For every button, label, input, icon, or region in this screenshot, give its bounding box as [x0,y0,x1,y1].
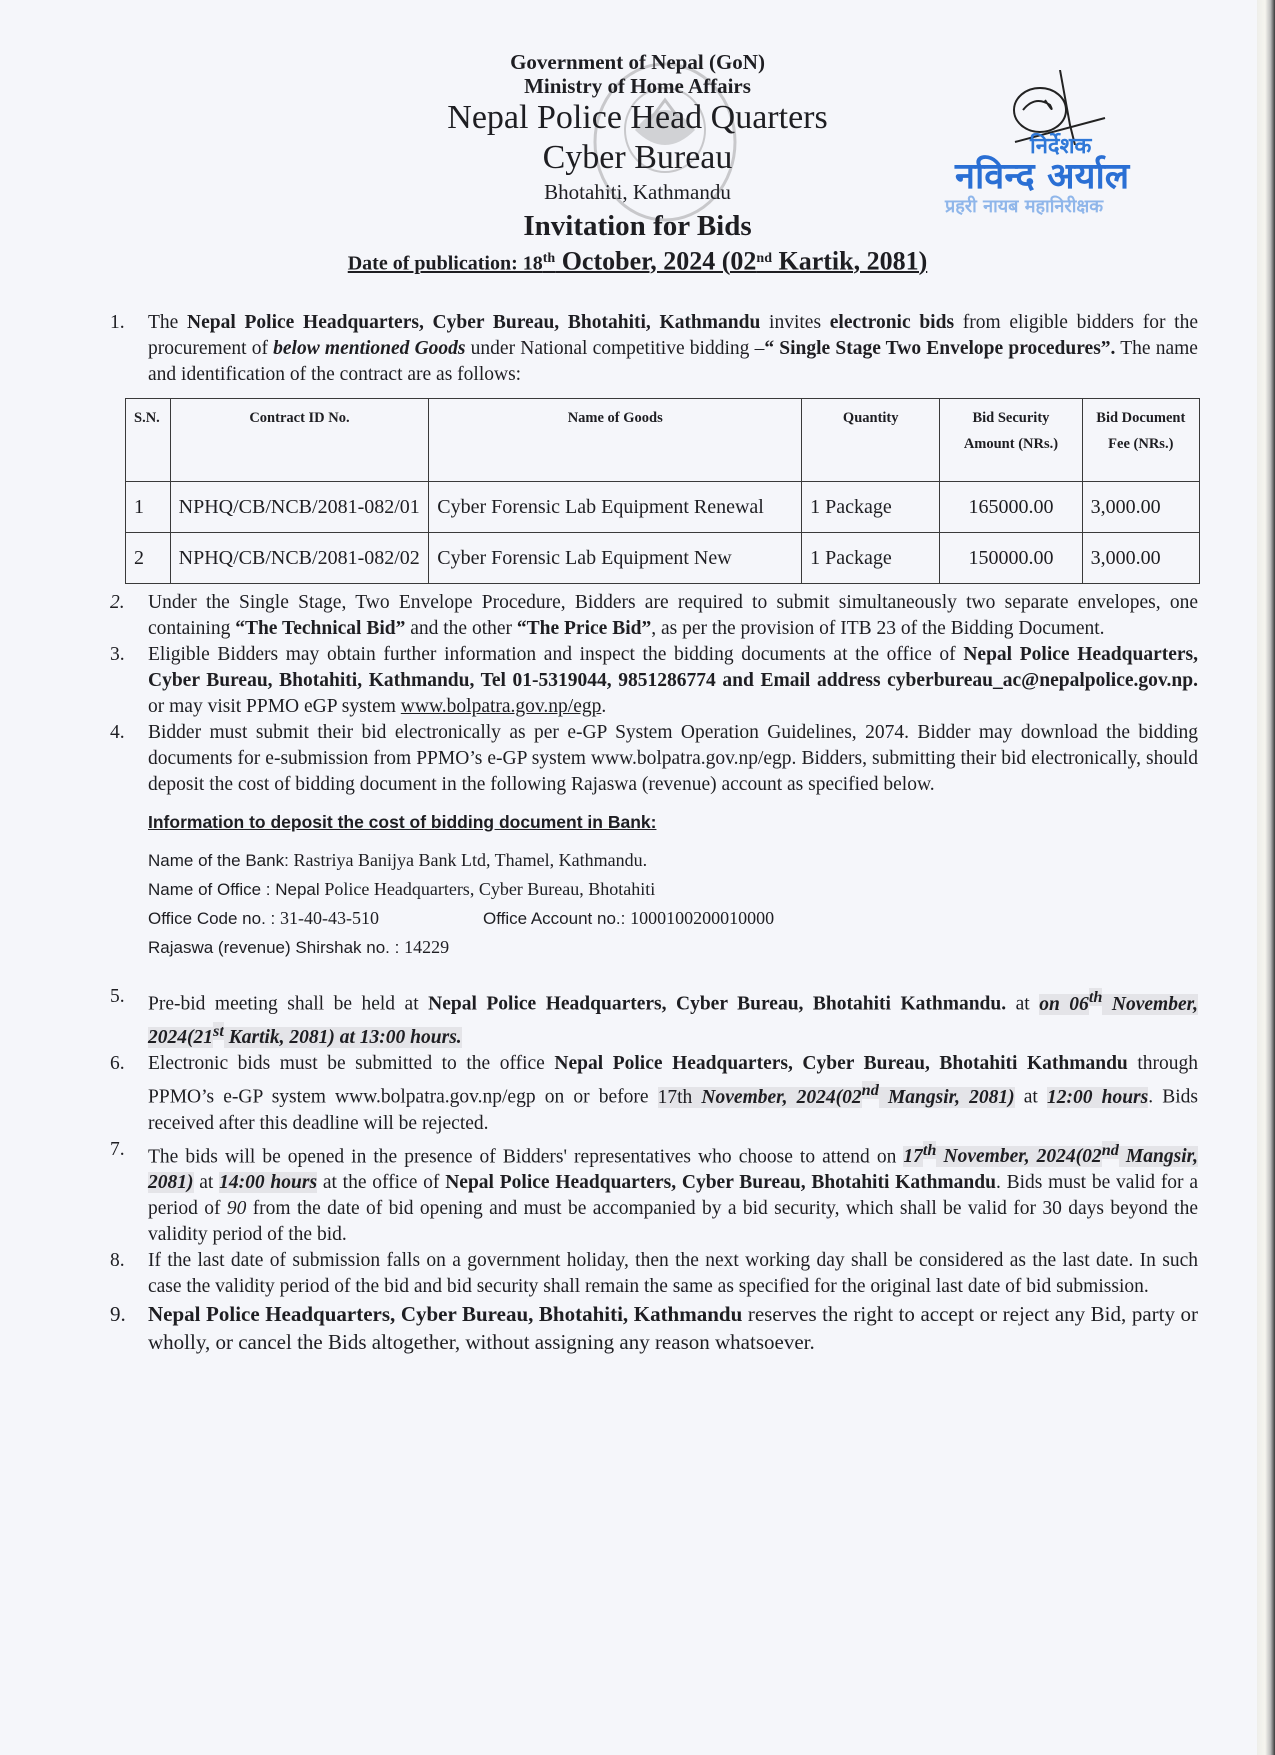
clause-number: 6. [110,1053,125,1074]
header-bid-security: Bid Security Amount (NRs.) [940,399,1082,482]
text: reserves the right to accept or reject any Bid, party or wholly, or cancel the Bids altogether, without assigning any reason whatsoever. [148,1302,1199,1354]
header-contract-id: Contract ID No. [170,399,429,482]
contracts-table [125,398,1200,584]
text-highlight: Mangsir, 2081) [878,1086,1015,1108]
date-prefix: Date of publication: 18 [347,252,543,275]
text: Eligible Bidders may obtain further information and inspect the bidding documents at the office of [148,644,964,665]
clause-number: 3. [110,644,125,665]
cell-contract-id: NPHQ/CB/NCB/2081-082/02 [170,533,429,584]
text: Pre-bid meeting shall be held at [148,993,429,1015]
clause-6 [108,1051,1198,1137]
cell-contract-id: NPHQ/CB/NCB/2081-082/01 [170,482,429,533]
text: . Bids must be valid for a period of [148,1172,1198,1219]
header-goods-name: Name of Goods [429,399,802,482]
shirshak-row [148,933,1198,962]
clause-9 [108,1300,1198,1356]
stamp-rank: प्रहरी नायब महानिरीक्षक [945,196,1104,217]
text-bold: Nepal Police Headquarters, Cyber Bureau, Bhotahiti, Kathmandu [187,312,761,333]
clause-4 [108,720,1198,798]
cell-bid-security: 165000.00 [940,482,1082,533]
text-sup: nd [1101,1140,1119,1159]
clause-number: 7. [110,1138,125,1160]
document-title: Invitation for Bids [523,210,752,242]
egp-link[interactable]: www.bolpatra.gov.np/egp [400,696,602,717]
text-sup: nd [861,1081,879,1099]
cell-goods-name: Cyber Forensic Lab Equipment New [429,533,802,584]
text-bold-italic: below mentioned Goods [273,338,466,359]
label: Office Account no.: [482,909,631,928]
clause-1 [108,310,1198,388]
cell-quantity: 1 Package [802,482,940,533]
cell-document-fee: 3,000.00 [1082,482,1199,533]
text: and the other [405,618,517,639]
table-header-row [126,399,1200,482]
clause-number: 9. [110,1302,126,1326]
value: 31-40-43-510 [279,908,379,928]
text: under National competitive bidding – [465,338,765,359]
bureau-name: Cyber Bureau [542,139,733,176]
text: . [601,696,607,717]
text-highlight: 17th [657,1086,702,1108]
text-bold: Nepal Police Headquarters, Cyber Bureau, Bhotahiti Kathmandu [445,1172,996,1193]
date-mid: October, 2024 (02 [555,246,757,276]
text-highlight: on 06 [1039,993,1089,1015]
header-sn: S.N. [126,399,171,482]
date-sup: nd [756,251,772,266]
text-sup: th [1088,988,1103,1006]
text-highlight: 12:00 hours [1046,1086,1149,1108]
clause-number: 5. [110,986,125,1007]
clause-3 [108,642,1198,720]
organization-name: Nepal Police Head Quarters [447,99,828,136]
publication-date [0,244,1275,279]
cell-quantity: 1 Package [802,533,940,584]
text-highlight: 14:00 hours [219,1172,318,1193]
table-row [126,533,1200,584]
text: . Bids received after this deadline will be rejected. [148,1086,1198,1134]
cell-bid-security: 150000.00 [940,533,1082,584]
clause-7 [108,1137,1198,1249]
cell-goods-name: Cyber Forensic Lab Equipment Renewal [429,482,802,533]
text: at [193,1172,220,1193]
clause-5 [108,984,1198,1051]
text: If the last date of submission falls on a government holiday, then the next working day shall be considered as the last date. In such case the validity period of the bid and bid security shall remain the same as specified for the original last date of bid submission. [148,1250,1198,1297]
clause-2 [108,590,1198,642]
text: Under the Single Stage, Two Envelope Procedure, Bidders are required to submit simultaneously two separate envelopes, one containing [148,592,1198,639]
document-body [108,310,1198,1356]
text: The name and identification of the contract are as follows: [148,338,1198,385]
text-bold: Nepal Police Headquarters, Cyber Bureau, Bhotahiti, Kathmandu, Tel 01-5319044, 9851286774 and Email address cyberbureau_ac@nepalpolice.gov.np. [148,644,1198,691]
text-sup: st [213,1021,224,1040]
clause-number: 1. [110,312,125,333]
stamp-name: नविन्द अर्याल [955,156,1130,197]
text: or may visit PPMO eGP system [148,696,401,717]
text-highlight: Kartik, 2081) at 13:00 hours. [223,1027,462,1048]
header-quantity: Quantity [802,399,940,482]
text-bold: “ Single Stage Two Envelope procedures”. [764,338,1116,359]
text: from eligible bidders for the procurement of [148,312,1198,359]
cell-sn: 2 [126,533,171,584]
clause-number: 8. [110,1250,125,1271]
text-bold: “The Technical Bid” [235,618,406,639]
value: 14229 [404,937,450,957]
text-bold: electronic bids [829,312,955,333]
clause-number: 2. [110,592,125,613]
ministry-name: Ministry of Home Affairs [524,74,751,98]
text: Bidder must submit their bid electronically as per e-GP System Operation Guidelines, 2074. Bidder may download the bidding documents for e-submission from PPMO’s e-GP system www.bolpatra.gov.np/egp. Bidders, submitting their bid electronically, should deposit the cost of bidding document in the following Rajaswa (revenue) account as specified below. [148,722,1198,795]
text-highlight: November, 2024(02 [701,1086,862,1108]
date-sup: th [542,251,556,266]
text-highlight: 17 [903,1146,923,1167]
label: Rajaswa (revenue) Shirshak no. : [148,938,405,957]
clause-number: 4. [110,722,125,743]
text-bold: Nepal Police Headquarters, Cyber Bureau, Bhotahiti Kathmandu. [428,993,1007,1015]
location: Bhotahiti, Kathmandu [544,180,731,204]
label: Name of the Bank: [148,851,294,870]
bank-name-row [148,846,1198,875]
text-highlight: November, 2024(21 [148,993,1198,1048]
text-bold: Nepal Police Headquarters, Cyber Bureau, Bhotahiti, Kathmandu [148,1302,743,1326]
text: from the date of bid opening and must be accompanied by a bid security, which shall be valid for 30 days beyond the validity period of the bid. [148,1198,1198,1245]
header-document-fee: Bid Document Fee (NRs.) [1082,399,1199,482]
cell-document-fee: 3,000.00 [1082,533,1199,584]
text-bold: Nepal Police Headquarters, Cyber Bureau, Bhotahiti Kathmandu [554,1053,1128,1074]
office-name-row [148,875,1198,904]
official-stamp [945,70,1175,230]
text: invites [760,312,830,333]
label: Name of Office : Nepal [148,880,325,899]
value: Rastriya Banijya Bank Ltd, Thamel, Kathmandu. [293,850,648,870]
text-highlight: November, 2024(02 [936,1146,1102,1167]
text: at the office of [317,1172,446,1193]
text-sup: th [922,1140,937,1159]
bank-info-title: Information to deposit the cost of bidding document in Bank: [148,812,657,832]
text: Electronic bids must be submitted to the office [148,1053,555,1074]
text-bold: “The Price Bid” [516,618,652,639]
bank-info [148,808,1198,962]
text-italic: 90 [226,1198,247,1219]
government-name: Government of Nepal (GoN) [510,50,765,74]
office-code-row [148,904,1198,933]
label: Office Code no. : [148,909,280,928]
date-suffix: Kartik, 2081) [772,246,928,276]
clause-8 [108,1248,1198,1300]
text: through PPMO’s e-GP system www.bolpatra.gov.np/egp on or before [148,1053,1198,1108]
cell-sn: 1 [126,482,171,533]
text: The [148,312,188,333]
value: Police Headquarters, Cyber Bureau, Bhotahiti [324,879,656,899]
text: , as per the provision of ITB 23 of the Bidding Document. [651,618,1105,639]
text-highlight: Mangsir, 2081) [148,1146,1198,1193]
text: at [1006,993,1040,1015]
table-row [126,482,1200,533]
stamp-designation: निर्देशक [1030,134,1092,159]
text: at [1014,1086,1047,1108]
text: The bids will be opened in the presence of Bidders' representatives who choose to attend on [148,1146,904,1167]
value: 1000100200010000 [630,908,775,928]
